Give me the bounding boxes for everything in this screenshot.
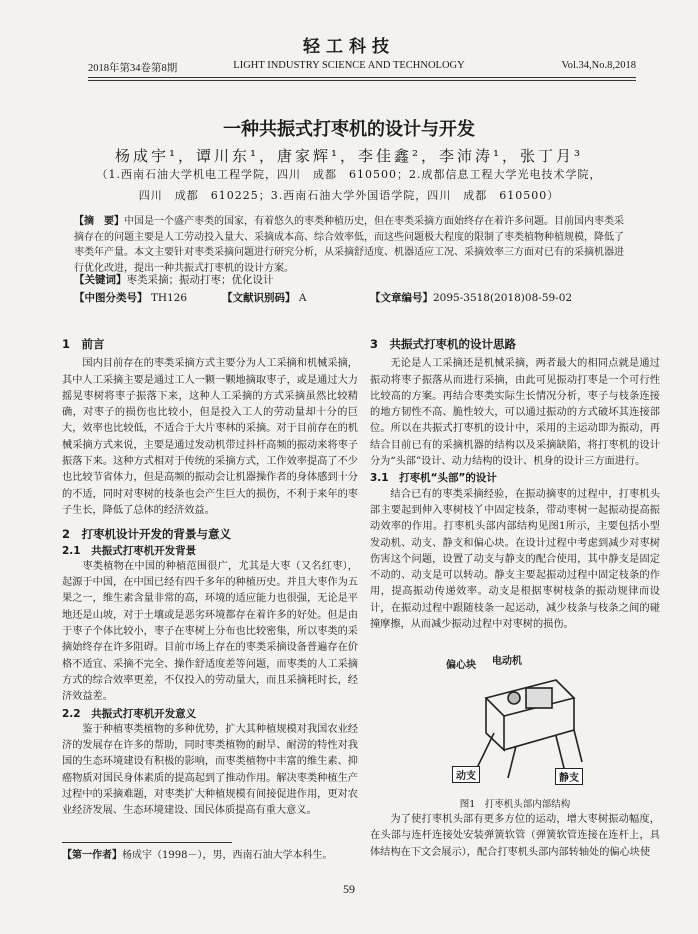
section-2-2-heading: 2.2 共振式打枣机开发意义: [62, 707, 197, 720]
paper-title: 一种共振式打枣机的设计与开发: [223, 119, 475, 140]
section-3-heading: 3 共振式打枣机的设计思路: [370, 337, 517, 351]
eccentric-shape: [508, 692, 520, 704]
right-column: [370, 336, 660, 633]
affiliation-line-2: 四川 成都 610225；3.西南石油大学外国语学院，四川 成都 610500）: [138, 189, 560, 202]
footnote-rule: [62, 842, 232, 843]
author-list: 杨成宇¹，谭川东¹，唐家辉¹，李佳鑫²，李沛涛¹，张丁月³: [114, 147, 584, 165]
moving-arm-2: [508, 746, 516, 778]
abstract-label: 【摘 要】: [74, 216, 124, 227]
section-3-paragraph: 无论是人工采摘还是机械采摘，两者最大的相同点就是通过振动将枣子振落从而进行采摘，由此可见振动打枣是一个可行性比较高的方案。再结合枣类实际生长情况分析，枣子与枝条连接的地方韧性不高、脆性较大，可以通过振动的方式破坏其连接部位。所以在共振式打枣机的设计中，采用的主运动即为振动，再结合目前已有的采摘机器的结构以及采摘缺陷，将打枣机的设计分为“头部”设计、动力结构的设计、机身的设计三方面进行。: [370, 358, 660, 468]
doc-code-value: A: [298, 292, 307, 304]
section-3-1-paragraph-2: 为了使打枣机头部有更多方位的运动，增大枣树振动幅度，在头部与连杆连接处安装弹簧软管（弹簧软管连接在连杆上，具体结构在下文会展示），配合打枣机头部内部转轴处的偏心块使: [370, 814, 660, 858]
section-2-2-paragraph: 鉴于种植枣类植物的多种优势，扩大其种植规模对我国农业经济的发展存在许多的帮助，同时枣类植物的耐旱、耐涝的特性对我国的生态环境建设有积极的影响，而枣类植物中丰富的维生素、抑癌物质对国民身体素质的提高起到了推动作用。解决枣类种植生产过程中的采摘难题，对枣类扩大种植规模有间接促进作用，更对农业经济发展、生态环境建设、国民体质提高有重大意义。: [62, 723, 358, 817]
footnote-label: 【第一作者】: [62, 850, 122, 861]
keywords: [74, 272, 274, 287]
left-column: [62, 336, 358, 820]
static-arm-2: [574, 730, 582, 762]
section-2-1-heading: 2.1 共振式打枣机开发背景: [62, 544, 197, 557]
issue-cn: 2018年第34卷第8期: [88, 63, 178, 74]
abstract: [74, 214, 629, 276]
clc-number: [74, 290, 187, 305]
journal-en: LIGHT INDUSTRY SCIENCE AND TECHNOLOGY: [233, 60, 465, 71]
article-number-label: 【文章编号】: [370, 292, 433, 304]
header-rule: [88, 77, 636, 78]
section-2-heading: 2 打枣机设计开发的背景与意义: [62, 527, 231, 542]
moving-arm: [476, 733, 494, 770]
journal-masthead: 轻工科技: [303, 37, 395, 57]
section-3-1-paragraph: 结合已有的枣类采摘经验，在振动摘枣的过程中，打枣机头部主要起到伸入枣树枝丫中固定枝条，带动枣树一起振动提高振动效率的作用。打枣机头部内部结构见图1所示，主要包括小型发动机、动支、静支和偏心块。在设计过程中考虑到减少对枣树伤害这个问题，设置了动支与静支的配合使用，其中静支是固定不动的、动支是可以转动。静支主要起振动过程中固定枝条的作用，提高振动传递效率。动支是根据枣树枝条的振动规律而设计，在振动过程中跟随枝条一起运动，减少枝条与枝条之间的碰撞摩擦，从而减少振动过程中对枣树的损伤。: [370, 488, 660, 631]
footnote-text: 杨成宇（1998－），男，西南石油大学本科生。: [122, 850, 333, 861]
keywords-label: 【关键词】: [74, 274, 127, 286]
figure-1-caption: 图1 打枣机头部内部结构: [459, 799, 571, 810]
doc-code: [222, 290, 306, 305]
doc-code-label: 【文献识别码】: [222, 292, 296, 304]
header-rule-2: [88, 80, 636, 81]
article-number: [370, 290, 572, 305]
clc-value: TH126: [150, 292, 188, 304]
footnote: [62, 846, 332, 861]
section-2-1-paragraph: 枣类植物在中国的种植范围很广，尤其是大枣（又名红枣），起源于中国，在中国已经有四千多年的种植历史。并且大枣作为五果之一，维生素含量非常的高，环境的适应能力也很强，无论是平地还是山坡，对于土壤或是恶劣环境都存在着许多的好处。但是由于枣子个体比较小，枣子在枣树上分布也比较密集，所以枣类的采摘始终存在许多阻碍。目前市场上存在的枣类采摘设备普遍存在价格不适宜、采摘不完全、操作舒适度差等问题，而枣类的人工采摘方式的综合效率更差，不仅投入的劳动量大，而且采摘耗时长，经济效益差。: [62, 560, 358, 703]
section-3-1-heading: 3.1 打枣机“头部”的设计: [370, 472, 497, 485]
clc-label: 【中图分类号】: [74, 292, 148, 304]
section-1-paragraph: 国内目前存在的枣类采摘方式主要分为人工采摘和机械采摘，其中人工采摘主要是通过工人一颗一颗地摘取枣子，或是通过大力摇晃枣树将枣子振落下来，这种人工采摘的方式采摘虽然比较精确，对枣子的损伤也比较小，但是投入工人的劳动量却十分的巨大，效率也比较低，不适合于大片枣林的采摘。对于目前存在的机械采摘方式来说，主要是通过发动机带过抖杆高频的振动来将枣子振落下来。这种方式相对于传统的采摘方式，工作效率提高了不少也比较节省体力，但是高频的振动会让机器操作者的身体感到十分的不适，同时对枣树的枝条也会产生巨大的损伤，不利于来年的枣子生长，降低了总体的经济效益。: [62, 358, 358, 516]
section-1-heading: 1 前言: [62, 337, 105, 351]
issue-en: Vol.34,No.8,2018: [561, 60, 636, 71]
motor-shape: [526, 688, 552, 708]
affiliation-line-1: （1.西南石油大学机电工程学院，四川 成都 610500；2.成都信息工程大学光电技术学院，: [96, 168, 602, 181]
abstract-text: 中国是一个盛产枣类的国家，有着悠久的枣类种植历史，但在枣类采摘方面始终存在着许多问题。目前国内枣类采摘存在的问题主要是人工劳动投入量大、采摘成本高、综合效率低，而这些问题极大程度的限制了枣类植物种植规模，降低了枣类年产量。本文主要针对枣类采摘问题进行研究分析，从采摘舒适度、机器适应工况、采摘效率三方面对已有的采摘机器进行优化改进，提出一种共振式打枣机的设计方案。: [74, 216, 624, 274]
label-static-branch: 静支: [555, 768, 583, 785]
label-moving-branch: 动支: [452, 766, 480, 783]
page-number: 59: [343, 882, 355, 896]
right-column-continued: [370, 812, 660, 861]
label-motor: 电动机: [492, 656, 522, 667]
keywords-text: 枣类采摘；振动打枣；优化设计: [126, 274, 274, 286]
article-number-value: 2095-3518(2018)08-59-02: [433, 292, 573, 304]
label-eccentric: 偏心块: [446, 660, 476, 671]
